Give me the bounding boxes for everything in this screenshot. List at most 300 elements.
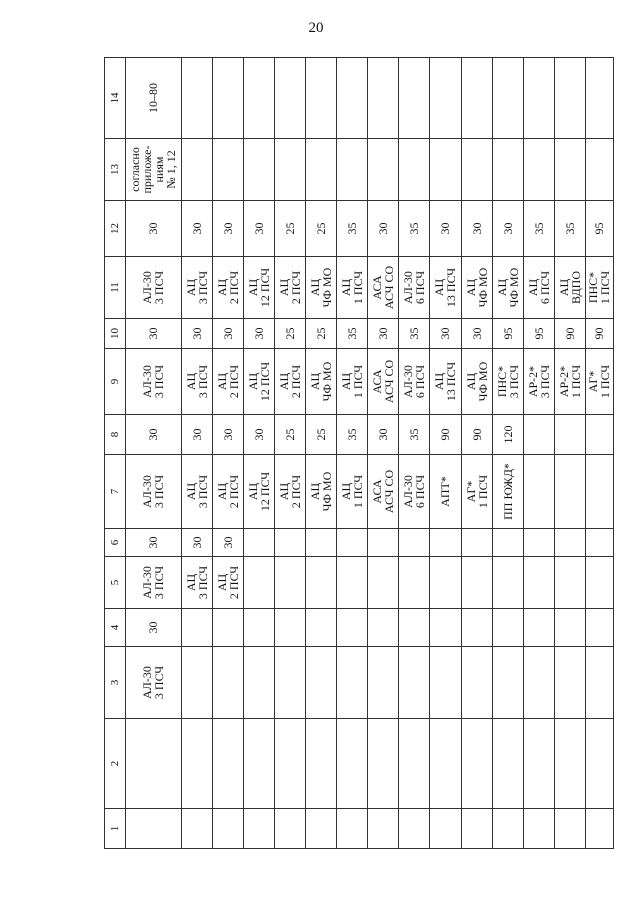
cell-text: 3 ПСЧ (152, 364, 167, 399)
table-cell (306, 58, 337, 139)
cell-text: АЦ (339, 372, 354, 391)
cell-text: 2 ПСЧ (226, 565, 241, 600)
cell-text: АЦ (494, 278, 509, 297)
cell-text: 2 ПСЧ (289, 474, 304, 509)
table-cell (430, 719, 461, 809)
table-cell (337, 809, 368, 849)
table-cell (523, 529, 554, 557)
cell-text: АЦ (183, 278, 198, 297)
cell-text: 2 ПСЧ (226, 474, 241, 509)
column-number: 10 (105, 319, 126, 349)
table-cell (181, 719, 212, 809)
cell-text: АСА (370, 275, 385, 300)
table-cell (554, 557, 585, 609)
cell-text: 12 ПСЧ (257, 471, 272, 512)
table-cell (212, 529, 243, 557)
table-cell (274, 139, 305, 201)
table-row (306, 58, 337, 849)
table-row (212, 58, 243, 849)
column-number: 13 (105, 139, 126, 201)
cell-text: АЦ (245, 482, 260, 501)
cell-text: 30 (251, 222, 266, 235)
table-cell (585, 557, 613, 609)
table-cell (585, 349, 613, 415)
table-cell (430, 415, 461, 455)
table-cell (181, 647, 212, 719)
table-cell (274, 809, 305, 849)
cell-text: АЛ-30 (140, 475, 155, 508)
table-cell (399, 139, 430, 201)
table-cell (430, 58, 461, 139)
table-cell (554, 201, 585, 257)
table-cell (554, 319, 585, 349)
table-cell (554, 647, 585, 719)
cell-text: 90 (438, 428, 453, 441)
table-cell (212, 719, 243, 809)
cell-text: АЦ (463, 278, 478, 297)
table-cell (523, 201, 554, 257)
table-cell (492, 201, 523, 257)
table-cell (181, 415, 212, 455)
cell-text: 3 ПСЧ (506, 364, 521, 399)
table-cell (181, 257, 212, 319)
cell-text: АЦ (339, 482, 354, 501)
table-cell (430, 455, 461, 529)
table-cell (554, 58, 585, 139)
table-cell (585, 257, 613, 319)
table-cell (368, 609, 399, 647)
table-cell (430, 139, 461, 201)
table-cell (461, 349, 492, 415)
cell-text: 30 (220, 536, 235, 549)
rotated-table (104, 58, 614, 849)
table-cell (306, 455, 337, 529)
table-cell (181, 809, 212, 849)
cell-text: АЦ (245, 372, 260, 391)
table-cell (585, 201, 613, 257)
table-cell (306, 609, 337, 647)
table-cell (243, 349, 274, 415)
cell-text: АЛ-30 (140, 566, 155, 599)
cell-text: АЦ (214, 278, 229, 297)
table-cell (461, 415, 492, 455)
table-row (430, 58, 461, 849)
column-number: 14 (105, 58, 126, 139)
cell-text: АСА (370, 479, 385, 504)
table-cell (523, 609, 554, 647)
cell-text: 25 (283, 222, 298, 235)
table-cell (337, 455, 368, 529)
cell-text: 120 (500, 425, 515, 444)
cell-text: АГ* (586, 370, 601, 393)
cell-text: АЦ (277, 482, 292, 501)
cell-text: 35 (531, 222, 546, 235)
table-cell (523, 809, 554, 849)
cell-text: 30 (146, 222, 161, 235)
table-cell (181, 349, 212, 415)
table-cell (492, 58, 523, 139)
table-cell (399, 455, 430, 529)
table-cell (181, 557, 212, 609)
table-cell (337, 609, 368, 647)
cell-text: АЦ (308, 482, 323, 501)
cell-text: 2 ПСЧ (289, 270, 304, 305)
table-cell (523, 58, 554, 139)
column-number: 12 (105, 201, 126, 257)
cell-text: 30 (376, 428, 391, 441)
table-cell (523, 647, 554, 719)
table-cell (492, 719, 523, 809)
table-cell (337, 349, 368, 415)
table-cell (461, 319, 492, 349)
cell-text: ВДПО (568, 270, 583, 305)
table-cell (212, 647, 243, 719)
table-cell (212, 139, 243, 201)
table-cell (461, 529, 492, 557)
table-cell (125, 58, 181, 139)
table-cell (274, 455, 305, 529)
cell-text: 35 (345, 327, 360, 340)
column-number: 11 (105, 257, 126, 319)
table-cell (492, 647, 523, 719)
table-cell (585, 415, 613, 455)
cell-text: АЦ (277, 372, 292, 391)
cell-text: 35 (345, 428, 360, 441)
table-cell (306, 257, 337, 319)
table-cell (212, 319, 243, 349)
cell-text: 3 ПСЧ (195, 270, 210, 305)
column-number: 1 (105, 809, 126, 849)
table-cell (430, 557, 461, 609)
table-cell (212, 809, 243, 849)
cell-text: АСЧ СО (382, 469, 397, 514)
cell-text: 6 ПСЧ (413, 270, 428, 305)
table-cell (430, 647, 461, 719)
table-cell (337, 557, 368, 609)
table-cell (243, 609, 274, 647)
table-cell (399, 257, 430, 319)
cell-text: АЦ (214, 372, 229, 391)
cell-text: 3 ПСЧ (152, 270, 167, 305)
table-cell (554, 529, 585, 557)
table-cell (243, 201, 274, 257)
table-cell (461, 647, 492, 719)
cell-text: АЦ (183, 482, 198, 501)
table-cell (554, 455, 585, 529)
table-cell (368, 455, 399, 529)
table-cell (125, 557, 181, 609)
table-cell (337, 58, 368, 139)
table-cell (125, 647, 181, 719)
column-number: 6 (105, 529, 126, 557)
cell-text: ПНС* (494, 365, 509, 398)
cell-text: АЦ (277, 278, 292, 297)
table-cell (243, 719, 274, 809)
cell-text: ЧФ МО (320, 361, 335, 402)
table-row (337, 58, 368, 849)
table-cell (523, 557, 554, 609)
cell-text: АЦ (245, 278, 260, 297)
table-cell (337, 257, 368, 319)
table-cell (461, 139, 492, 201)
cell-text: ПНС* (586, 271, 601, 304)
cell-text: 30 (189, 327, 204, 340)
table-cell (461, 719, 492, 809)
table-cell (523, 349, 554, 415)
table-cell (461, 201, 492, 257)
cell-text: 13 ПСЧ (444, 361, 459, 402)
cell-text: АСЧ СО (382, 265, 397, 310)
table-cell (399, 529, 430, 557)
table-cell (430, 201, 461, 257)
table-cell (585, 455, 613, 529)
cell-text: АЦ (525, 278, 540, 297)
table-cell (492, 415, 523, 455)
cell-text: 95 (592, 222, 607, 235)
cell-text: приложе- (140, 145, 155, 194)
table-cell (554, 609, 585, 647)
cell-text: 3 ПСЧ (152, 565, 167, 600)
table-cell (430, 529, 461, 557)
table-cell (554, 257, 585, 319)
table-row (554, 58, 585, 849)
table-cell (399, 349, 430, 415)
table-cell (306, 201, 337, 257)
cell-text: 30 (220, 327, 235, 340)
cell-text: 30 (438, 327, 453, 340)
column-number: 2 (105, 719, 126, 809)
table-cell (274, 319, 305, 349)
cell-text: ПП ЮЖД* (500, 463, 515, 520)
cell-text: 25 (314, 428, 329, 441)
cell-text: 30 (469, 222, 484, 235)
table-cell (523, 257, 554, 319)
table-cell (523, 719, 554, 809)
table-cell (368, 719, 399, 809)
cell-text: 95 (500, 327, 515, 340)
table-cell (125, 719, 181, 809)
cell-text: 25 (314, 327, 329, 340)
table-cell (274, 257, 305, 319)
cell-text: АГ* (463, 480, 478, 503)
table-cell (337, 415, 368, 455)
cell-text: 3 ПСЧ (195, 364, 210, 399)
cell-text: АЦ (183, 372, 198, 391)
table-cell (368, 415, 399, 455)
page-number: 20 (308, 20, 324, 36)
table-cell (492, 809, 523, 849)
table-cell (399, 609, 430, 647)
cell-text: 25 (314, 222, 329, 235)
cell-text: ниям (152, 156, 167, 183)
cell-text: ЧФ МО (320, 267, 335, 308)
table-cell (337, 719, 368, 809)
cell-text: 1 ПСЧ (351, 270, 366, 305)
cell-text: 6 ПСЧ (537, 270, 552, 305)
table-cell (554, 719, 585, 809)
cell-text: АСЧ СО (382, 359, 397, 404)
table-cell (492, 257, 523, 319)
table-cell (125, 529, 181, 557)
cell-text: 1 ПСЧ (351, 474, 366, 509)
table-cell (585, 647, 613, 719)
column-number: 3 (105, 647, 126, 719)
table-cell (430, 349, 461, 415)
table-cell (306, 139, 337, 201)
table-cell (399, 557, 430, 609)
table-cell (430, 257, 461, 319)
cell-text: 35 (345, 222, 360, 235)
table-cell (368, 319, 399, 349)
table-cell (399, 809, 430, 849)
table-cell (492, 139, 523, 201)
table-cell (554, 809, 585, 849)
cell-text: 2 ПСЧ (226, 270, 241, 305)
table-row (368, 58, 399, 849)
cell-text: АР-2* (525, 365, 540, 398)
table-cell (368, 529, 399, 557)
table-cell (212, 201, 243, 257)
table-cell (212, 58, 243, 139)
table-cell (306, 415, 337, 455)
cell-text: 13 ПСЧ (444, 267, 459, 308)
table-cell (461, 58, 492, 139)
cell-text: АЦ (308, 372, 323, 391)
cell-text: ЧФ МО (475, 361, 490, 402)
table-cell (368, 257, 399, 319)
cell-text: 1 ПСЧ (598, 270, 613, 305)
table-cell (306, 349, 337, 415)
column-number: 4 (105, 609, 126, 647)
cell-text: АЦ (432, 372, 447, 391)
table-cell (212, 609, 243, 647)
table-row (523, 58, 554, 849)
cell-text: 30 (220, 428, 235, 441)
cell-text: АЛ-30 (401, 475, 416, 508)
cell-text: № 1, 12 (164, 150, 179, 189)
table-cell (125, 257, 181, 319)
table-cell (212, 257, 243, 319)
cell-text: 95 (531, 327, 546, 340)
table-cell (181, 529, 212, 557)
cell-text: АЛ-30 (401, 271, 416, 304)
table-cell (368, 809, 399, 849)
cell-text: 35 (407, 327, 422, 340)
cell-text: АЦ (556, 278, 571, 297)
cell-text: ЧФ МО (320, 471, 335, 512)
table-cell (243, 58, 274, 139)
table-cell (306, 719, 337, 809)
cell-text: 6 ПСЧ (413, 364, 428, 399)
cell-text: 30 (376, 327, 391, 340)
table-row (181, 58, 212, 849)
cell-text: 1 ПСЧ (568, 364, 583, 399)
table-cell (368, 201, 399, 257)
cell-text: АПТ* (438, 476, 453, 507)
table-cell (368, 139, 399, 201)
table-cell (125, 201, 181, 257)
table-cell (554, 349, 585, 415)
table-cell (243, 529, 274, 557)
table-cell (492, 529, 523, 557)
cell-text: 1 ПСЧ (598, 364, 613, 399)
table-cell (125, 609, 181, 647)
cell-text: АЛ-30 (140, 271, 155, 304)
cell-text: 30 (146, 536, 161, 549)
table-cell (585, 58, 613, 139)
cell-text: 30 (251, 327, 266, 340)
cell-text: АЦ (432, 278, 447, 297)
table-cell (337, 139, 368, 201)
table-cell (461, 557, 492, 609)
cell-text: 30 (189, 222, 204, 235)
table-cell (585, 809, 613, 849)
cell-text: 1 ПСЧ (475, 474, 490, 509)
table-cell (306, 647, 337, 719)
table-cell (399, 319, 430, 349)
table-cell (243, 455, 274, 529)
table-cell (243, 139, 274, 201)
table-cell (274, 58, 305, 139)
table-row (243, 58, 274, 849)
table-cell (585, 529, 613, 557)
cell-text: АЦ (308, 278, 323, 297)
table-row (399, 58, 430, 849)
cell-text: 3 ПСЧ (537, 364, 552, 399)
table-cell (181, 609, 212, 647)
table-cell (306, 529, 337, 557)
table-cell (461, 809, 492, 849)
table-cell (243, 319, 274, 349)
cell-text: 90 (562, 327, 577, 340)
table-cell (461, 257, 492, 319)
table-cell (243, 557, 274, 609)
cell-text: АЛ-30 (140, 666, 155, 699)
cell-text: 30 (189, 428, 204, 441)
table-cell (492, 609, 523, 647)
cell-text: 30 (189, 536, 204, 549)
table-cell (585, 139, 613, 201)
cell-text: 30 (146, 327, 161, 340)
table-cell (274, 719, 305, 809)
table-cell (523, 415, 554, 455)
cell-text: 12 ПСЧ (257, 361, 272, 402)
cell-text: АЦ (183, 573, 198, 592)
table-cell (274, 609, 305, 647)
cell-text: 30 (376, 222, 391, 235)
cell-text: 90 (592, 327, 607, 340)
cell-text: АЛ-30 (140, 365, 155, 398)
cell-text: 30 (220, 222, 235, 235)
table-cell (399, 58, 430, 139)
cell-text: 30 (146, 428, 161, 441)
table-cell (492, 319, 523, 349)
table-cell (399, 719, 430, 809)
cell-text: 35 (407, 222, 422, 235)
table-cell (243, 647, 274, 719)
table-cell (554, 139, 585, 201)
cell-text: 3 ПСЧ (195, 474, 210, 509)
cell-text: согласно (128, 147, 143, 192)
table-cell (212, 349, 243, 415)
table-cell (399, 415, 430, 455)
table-cell (430, 319, 461, 349)
cell-text: 90 (469, 428, 484, 441)
data-table (104, 57, 614, 849)
table-row (125, 58, 181, 849)
cell-text: 12 ПСЧ (257, 267, 272, 308)
cell-text: 3 ПСЧ (152, 474, 167, 509)
